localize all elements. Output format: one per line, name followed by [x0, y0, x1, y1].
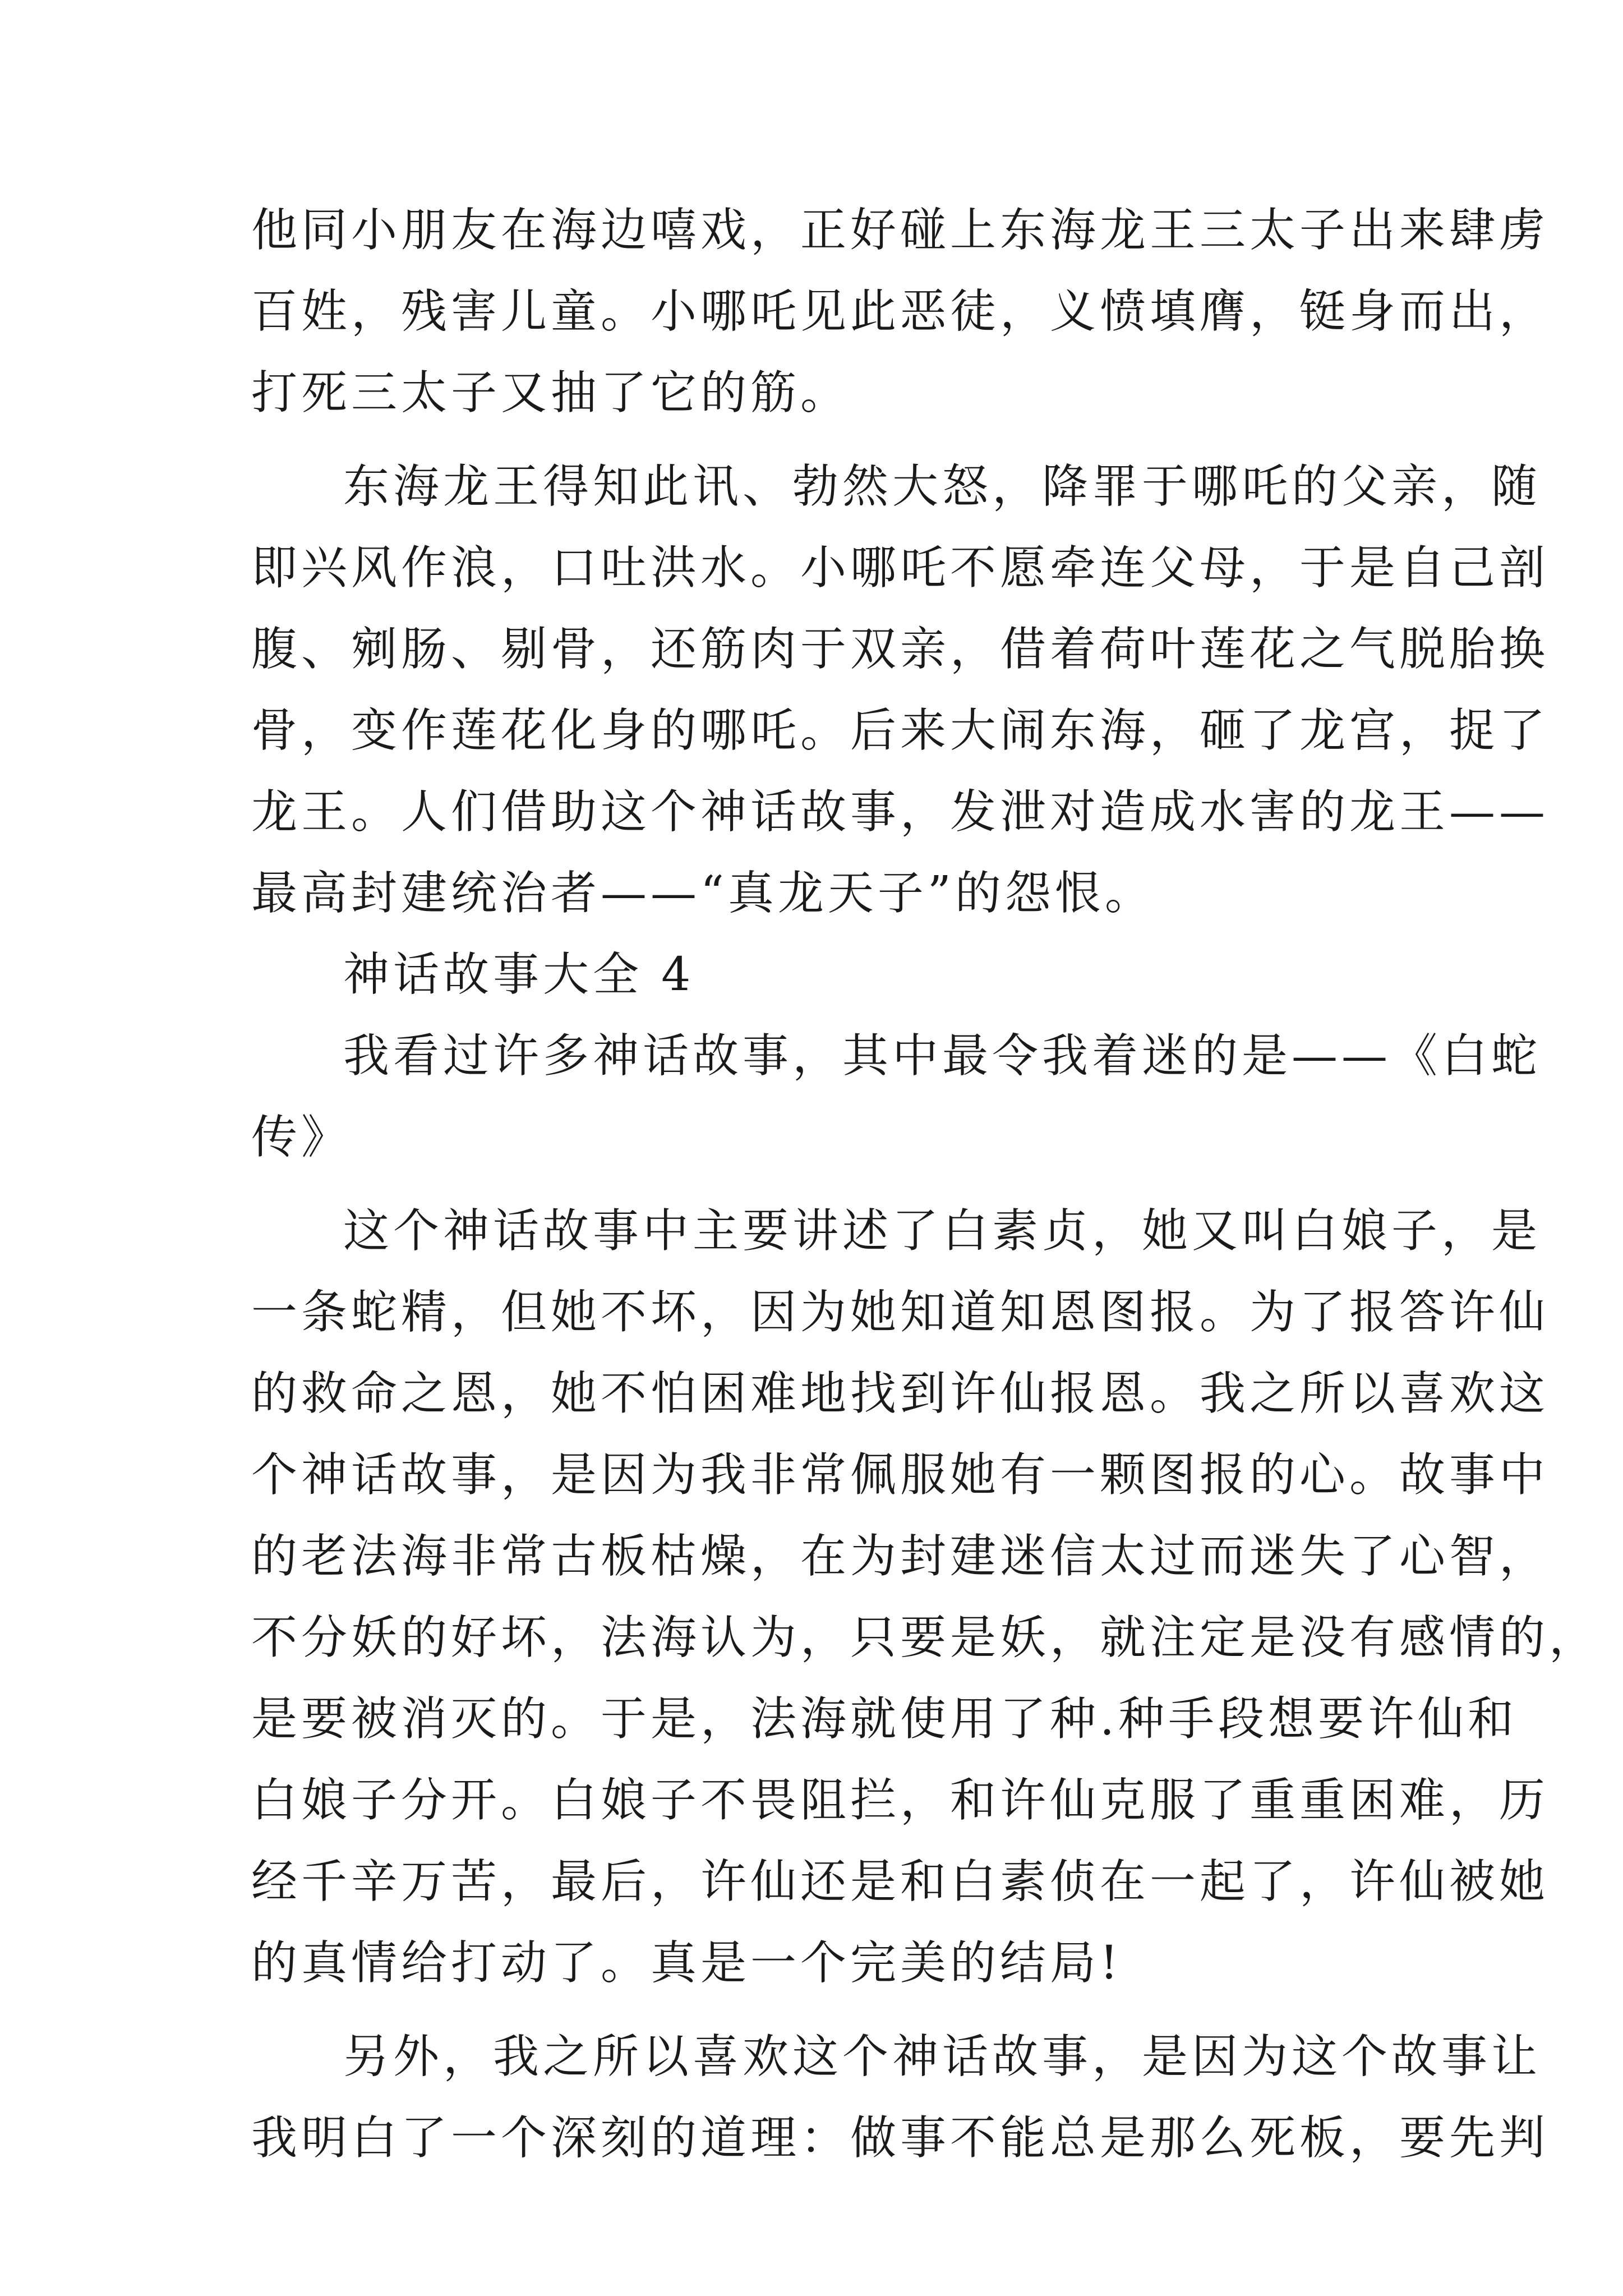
- text-line: 经千辛万苦，最后，许仙还是和白素侦在一起了，许仙被她: [251, 1855, 1550, 1908]
- text-line: 的真情给打动了。真是一个完美的结局!: [251, 1936, 1122, 1990]
- text-line: 的老法海非常古板枯燥，在为封建迷信太过而迷失了心智，: [251, 1530, 1550, 1583]
- text-line: 打死三太子又抽了它的筋。: [251, 366, 851, 420]
- text-line: 传》: [251, 1111, 352, 1164]
- text-line: 百姓，残害儿童。小哪吒见此恶徒，义愤填膺，铤身而出，: [251, 285, 1550, 338]
- text-line: 是要被消灭的。于是，法海就使用了种.种手段想要许仙和: [251, 1692, 1518, 1746]
- text-line: 白娘子分开。白娘子不畏阻拦，和许仙克服了重重困难，历: [251, 1774, 1550, 1827]
- text-line: 骨，变作莲花化身的哪吒。后来大闹东海，砸了龙宫，捉了: [251, 704, 1550, 757]
- text-line: 最高封建统治者——“真龙天子”的怨恨。: [251, 867, 1155, 920]
- text-line: 一条蛇精，但她不坏，因为她知道知恩图报。为了报答许仙: [251, 1286, 1550, 1339]
- text-line: 我明白了一个深刻的道理：做事不能总是那么死板，要先判: [251, 2111, 1550, 2165]
- text-line: 东海龙王得知此讯、勃然大怒，降罪于哪吒的父亲，随: [343, 460, 1542, 513]
- text-line: 龙王。人们借助这个神话故事，发泄对造成水害的龙王——: [251, 785, 1550, 839]
- text-line: 即兴风作浪，口吐洪水。小哪吒不愿牵连父母，于是自己剖: [251, 541, 1550, 595]
- text-line: 的救命之恩，她不怕困难地找到许仙报恩。我之所以喜欢这: [251, 1367, 1550, 1420]
- text-line: 另外，我之所以喜欢这个神话故事，是因为这个故事让: [343, 2030, 1542, 2083]
- section-heading: 神话故事大全 4: [343, 948, 695, 1001]
- text-line: 这个神话故事中主要讲述了白素贞，她又叫白娘子，是: [343, 1204, 1542, 1258]
- text-line: 腹、剜肠、剔骨，还筋肉于双亲，借着荷叶莲花之气脱胎换: [251, 623, 1550, 676]
- text-line: 不分妖的好坏，法海认为，只要是妖，就注定是没有感情的，: [251, 1611, 1599, 1664]
- text-line: 他同小朋友在海边嘻戏，正好碰上东海龙王三太子出来肆虏: [251, 204, 1550, 257]
- text-line: 我看过许多神话故事，其中最令我着迷的是——《白蛇: [343, 1029, 1542, 1083]
- document-body: [251, 190, 1599, 2179]
- text-line: 个神话故事，是因为我非常佩服她有一颗图报的心。故事中: [251, 1448, 1550, 1502]
